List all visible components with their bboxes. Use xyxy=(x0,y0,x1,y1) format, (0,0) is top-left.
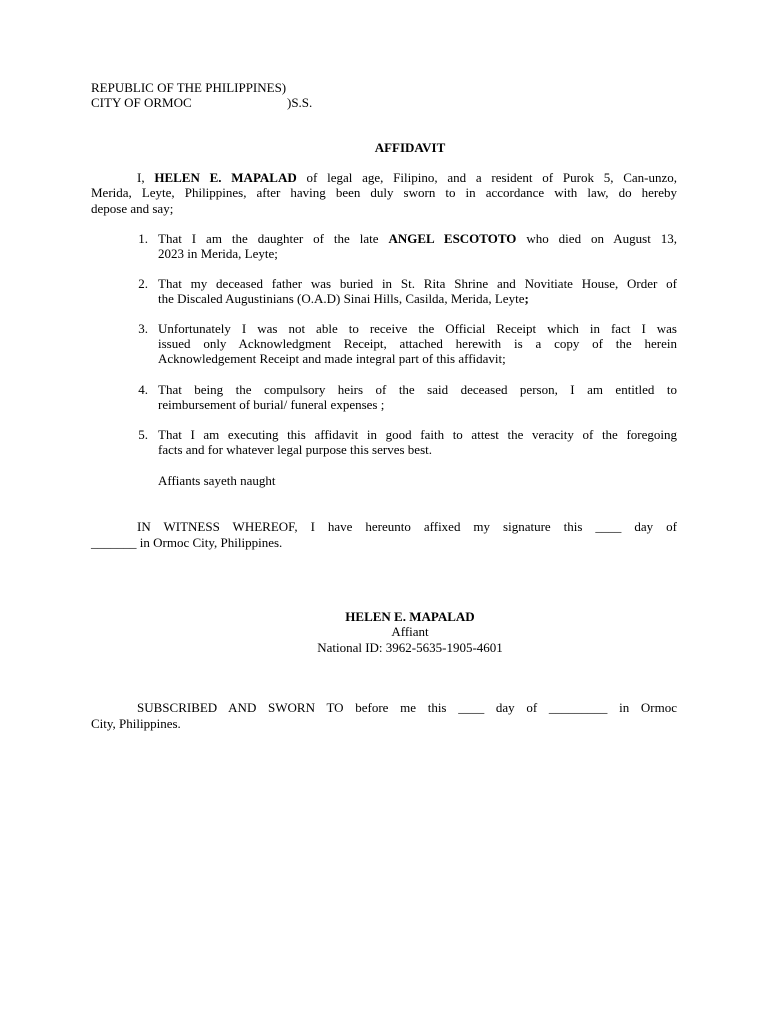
item-number: 3. xyxy=(138,321,148,336)
item-number: 4. xyxy=(138,382,148,397)
witness-line-2: _______ in Ormoc City, Philippines. xyxy=(91,535,283,550)
intro-line-1 xyxy=(137,170,677,186)
header-city: CITY OF ORMOC xyxy=(91,95,192,110)
item-1-post: who died on August 13, xyxy=(516,231,677,246)
signatory-name: HELEN E. MAPALAD xyxy=(345,609,475,624)
sayeth-naught: Affiants sayeth naught xyxy=(158,473,276,488)
item-5-line-2: facts and for whatever legal purpose this serves best. xyxy=(158,442,432,457)
subscribed-line-1: SUBSCRIBED AND SWORN TO before me this ____ day of _________ in Ormoc xyxy=(137,700,677,715)
intro-line-2: Merida, Leyte, Philippines, after having been duly sworn to in accordance with law, do hereby xyxy=(91,185,677,200)
signatory-id: National ID: 3962-5635-1905-4601 xyxy=(317,640,503,655)
item-2-line-2 xyxy=(158,291,529,307)
header-republic: REPUBLIC OF THE PHILIPPINES) xyxy=(91,80,287,95)
intro-rest: of legal age, Filipino, and a resident of Purok 5, Can-unzo, xyxy=(296,170,677,185)
item-5-line-1: That I am executing this affidavit in good faith to attest the veracity of the foregoing xyxy=(158,427,677,442)
deceased-name: ANGEL ESCOTOTO xyxy=(388,231,517,246)
intro-line-3: depose and say; xyxy=(91,201,174,216)
item-3-line-2: issued only Acknowledgment Receipt, attached herewith is a copy of the herein xyxy=(158,336,677,351)
affiant-name: HELEN E. MAPALAD xyxy=(154,170,297,185)
signatory-role: Affiant xyxy=(391,624,429,639)
item-1-line-1 xyxy=(158,231,677,247)
item-3-line-1: Unfortunately I was not able to receive the Official Receipt which in fact I was xyxy=(158,321,677,336)
item-number: 5. xyxy=(138,427,148,442)
item-2-line-1: That my deceased father was buried in St. Rita Shrine and Novitiate House, Order of xyxy=(158,276,677,291)
item-number: 2. xyxy=(138,276,148,291)
intro-pre: I, xyxy=(137,170,155,185)
witness-line-1: IN WITNESS WHEREOF, I have hereunto affixed my signature this ____ day of xyxy=(137,519,677,534)
header-ss: )S.S. xyxy=(287,95,313,110)
item-2-semicolon: ; xyxy=(524,291,529,306)
item-number: 1. xyxy=(138,231,148,246)
item-4-line-2: reimbursement of burial/ funeral expenses ; xyxy=(158,397,385,412)
item-1-line-2: 2023 in Merida, Leyte; xyxy=(158,246,278,261)
item-1-pre: That I am the daughter of the late xyxy=(158,231,389,246)
item-4-line-1: That being the compulsory heirs of the said deceased person, I am entitled to xyxy=(158,382,677,397)
item-3-line-3: Acknowledgement Receipt and made integral part of this affidavit; xyxy=(158,351,506,366)
document-title: AFFIDAVIT xyxy=(374,140,446,155)
subscribed-line-2: City, Philippines. xyxy=(91,716,181,731)
item-2-pre: the Discaled Augustinians (O.A.D) Sinai Hills, Casilda, Merida, Leyte xyxy=(158,291,525,306)
